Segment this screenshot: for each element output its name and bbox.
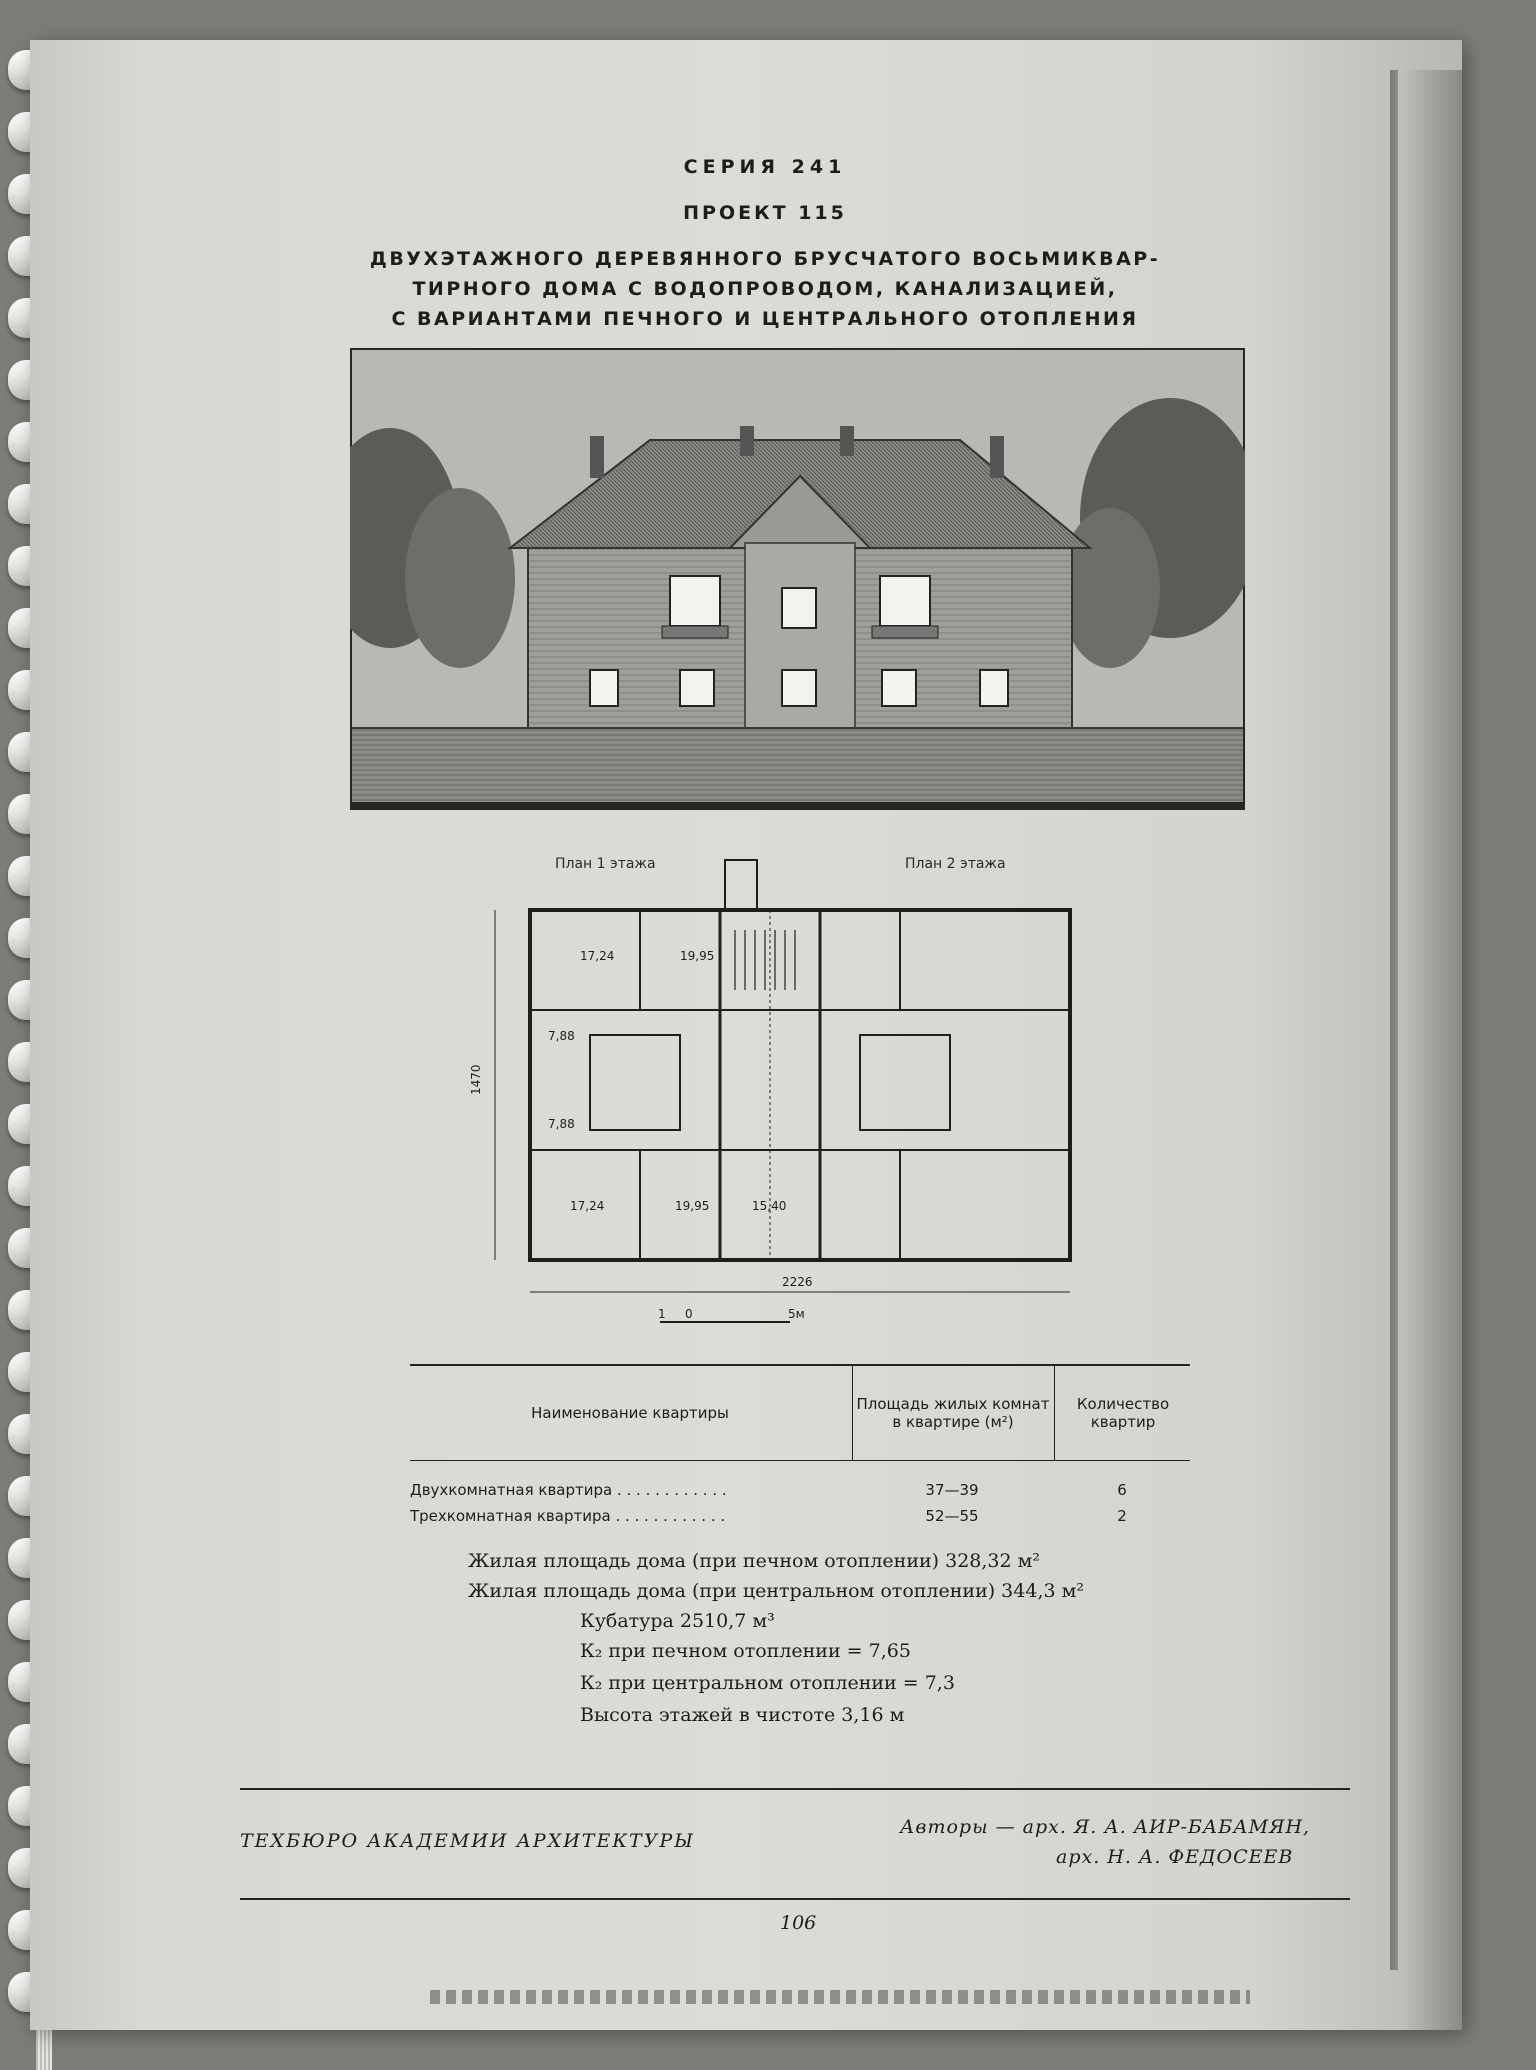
column-header-name: Наименование квартиры: [531, 1404, 729, 1422]
apartment-area: 52—55: [925, 1507, 979, 1525]
floor-plan: [470, 850, 1090, 1330]
facade-drawing: [350, 348, 1245, 810]
apartment-table: [410, 1364, 1190, 1533]
table-row: [410, 1507, 1190, 1533]
stat-line: Кубатура 2510,7 м³: [580, 1610, 775, 1632]
scale-mark-left: 1: [658, 1307, 666, 1321]
plan-label-floor1: План 1 этажа: [555, 856, 656, 872]
description-line: ДВУХЭТАЖНОГО ДЕРЕВЯННОГО БРУСЧАТОГО ВОСЬМИКВАР-: [369, 248, 1161, 270]
page-shadow: [1402, 70, 1462, 2030]
bleed-through-text: [430, 1990, 1250, 2004]
stat-line: Жилая площадь дома (при печном отоплении) 328,32 м²: [468, 1550, 1041, 1572]
stat-line: К₂ при печном отоплении = 7,65: [580, 1640, 911, 1662]
description-line: ТИРНОГО ДОМА С ВОДОПРОВОДОМ, КАНАЛИЗАЦИЕЙ,: [412, 278, 1118, 300]
apartment-name: Трехкомнатная квартира . . . . . . . . . . . .: [410, 1507, 726, 1525]
width-dimension: 2226: [782, 1275, 813, 1289]
scale-mark-right: 5м: [788, 1307, 805, 1321]
room-area-label: 19,95: [675, 1199, 710, 1213]
footer-rule-top: [240, 1788, 1350, 1790]
project-description: [330, 244, 1200, 334]
stat-line: Высота этажей в чистоте 3,16 м: [580, 1704, 905, 1726]
authors-block: [900, 1812, 1310, 1872]
apartment-count: 6: [1117, 1481, 1127, 1499]
column-header-count: Количество квартир: [1054, 1366, 1191, 1460]
plan-label-floor2: План 2 этажа: [905, 856, 1006, 872]
apartment-area: 37—39: [925, 1481, 979, 1499]
room-area-label: 7,88: [548, 1029, 575, 1043]
table-header: [410, 1364, 1190, 1461]
room-area-label: 7,88: [548, 1117, 575, 1131]
project-title: ПРОЕКТ 115: [683, 202, 847, 224]
series-title: СЕРИЯ 241: [683, 156, 847, 178]
description-line: С ВАРИАНТАМИ ПЕЧНОГО И ЦЕНТРАЛЬНОГО ОТОПЛЕНИЯ: [391, 308, 1139, 330]
authors-line: арх. Н. А. ФЕДОСЕЕВ: [1056, 1846, 1294, 1868]
stat-line: Жилая площадь дома (при центральном отоплении) 344,3 м²: [468, 1580, 1085, 1602]
room-area-label: 17,24: [580, 949, 615, 963]
height-dimension: 1470: [470, 1064, 483, 1095]
table-row: [410, 1481, 1190, 1507]
apartment-name: Двухкомнатная квартира . . . . . . . . . . . .: [410, 1481, 727, 1499]
apartment-count: 2: [1117, 1507, 1127, 1525]
stat-line: К₂ при центральном отоплении = 7,3: [580, 1672, 955, 1694]
authors-line: Авторы — арх. Я. А. АИР-БАБАМЯН,: [900, 1816, 1311, 1838]
room-area-label: 19,95: [680, 949, 715, 963]
page-fold-shadow: [1390, 70, 1398, 1970]
publisher-name: ТЕХБЮРО АКАДЕМИИ АРХИТЕКТУРЫ: [240, 1830, 695, 1852]
floor-plan-drawing: [470, 850, 1090, 1330]
room-area-label: 17,24: [570, 1199, 605, 1213]
page-number: 106: [780, 1912, 817, 1934]
scale-mark-zero: 0: [685, 1307, 693, 1321]
footer-rule-bottom: [240, 1898, 1350, 1900]
house-facade-illustration: [350, 348, 1245, 810]
room-area-label: 15,40: [752, 1199, 787, 1213]
column-header-area: Площадь жилых комнат в квартире (м²): [852, 1366, 1053, 1460]
